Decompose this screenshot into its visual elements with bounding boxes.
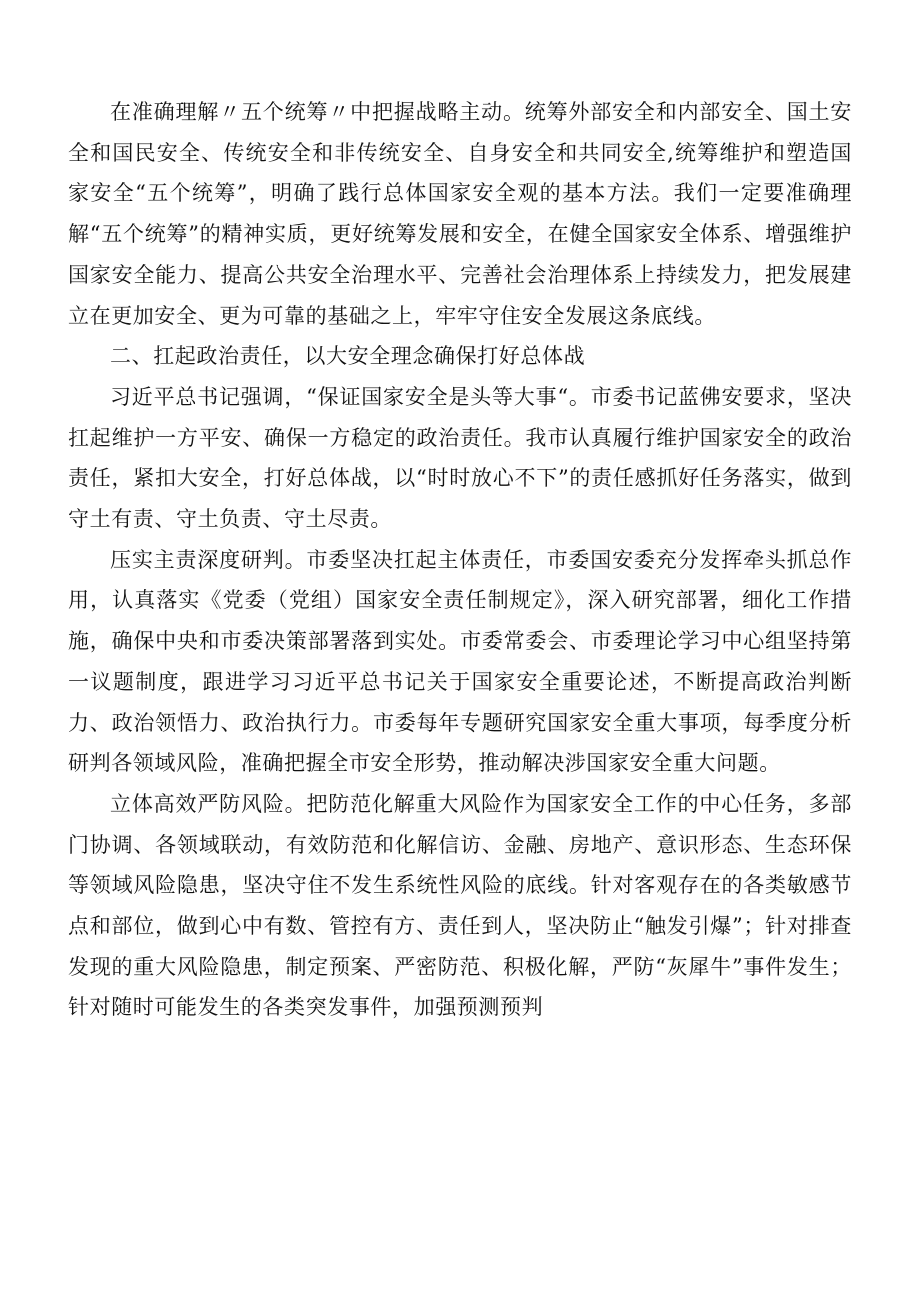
paragraph-main-responsibility: 压实主责深度研判。市委坚决扛起主体责任，市委国安委充分发挥牵头抓总作用，认真落实《党委（党组）国家安全责任制规定》，深入研究部署，细化工作措施，确保中央和市委决策部署落到实处。市委常委会、市委理论学习中心组坚持第一议题制度，跟进学习习近平总书记关于国家安全重要论述，不断提高政治判断力、政治领悟力、政治执行力。市委每年专题研究国家安全重大事项，每季度分析研判各领域风险，准确把握全市安全形势，推动解决涉国家安全重大问题。 (68, 547, 852, 776)
paragraph-risk-prevention: 立体高效严防风险。把防范化解重大风险作为国家安全工作的中心任务，多部门协调、各领域联动，有效防范和化解信访、金融、房地产、意识形态、生态环保等领域风险隐患，坚决守住不发生系统性风险的底线。针对客观存在的各类敏感节点和部位，做到心中有数、管控有方、责任到人，坚决防止“触发引爆”；针对排查发现的重大风险隐患，制定预案、严密防范、积极化解，严防“灰犀牛”事件发生；针对随时可能发生的各类突发事件，加强预测预判 (68, 791, 852, 1020)
paragraph-five-coordinations: 在准确理解〃五个统筹〃中把握战略主动。统筹外部安全和内部安全、国土安全和国民安全、传统安全和非传统安全、自身安全和共同安全,统筹维护和塑造国家安全“五个统筹”，明确了践行总体国家安全观的基本方法。我们一定要准确理解“五个统筹”的精神实质，更好统筹发展和安全，在健全国家安全体系、增强维护国家安全能力、提高公共安全治理水平、完善社会治理体系上持续发力，把发展建立在更加安全、更为可靠的基础之上，牢牢守住安全发展这条底线。 (68, 100, 852, 328)
section-heading-political-responsibility: 二、扛起政治责任，以大安全理念确保打好总体战 (110, 344, 586, 369)
paragraph-xi-emphasis: 习近平总书记强调，“保证国家安全是头等大事“。市委书记蓝佛安要求，坚决扛起维护一方平安、确保一方稳定的政治责任。我市认真履行维护国家安全的政治责任，紧扣大安全，打好总体战，以“时时放心不下”的责任感抓好任务落实，做到守土有责、守土负责、守土尽责。 (68, 384, 852, 532)
document-body (68, 92, 852, 1028)
